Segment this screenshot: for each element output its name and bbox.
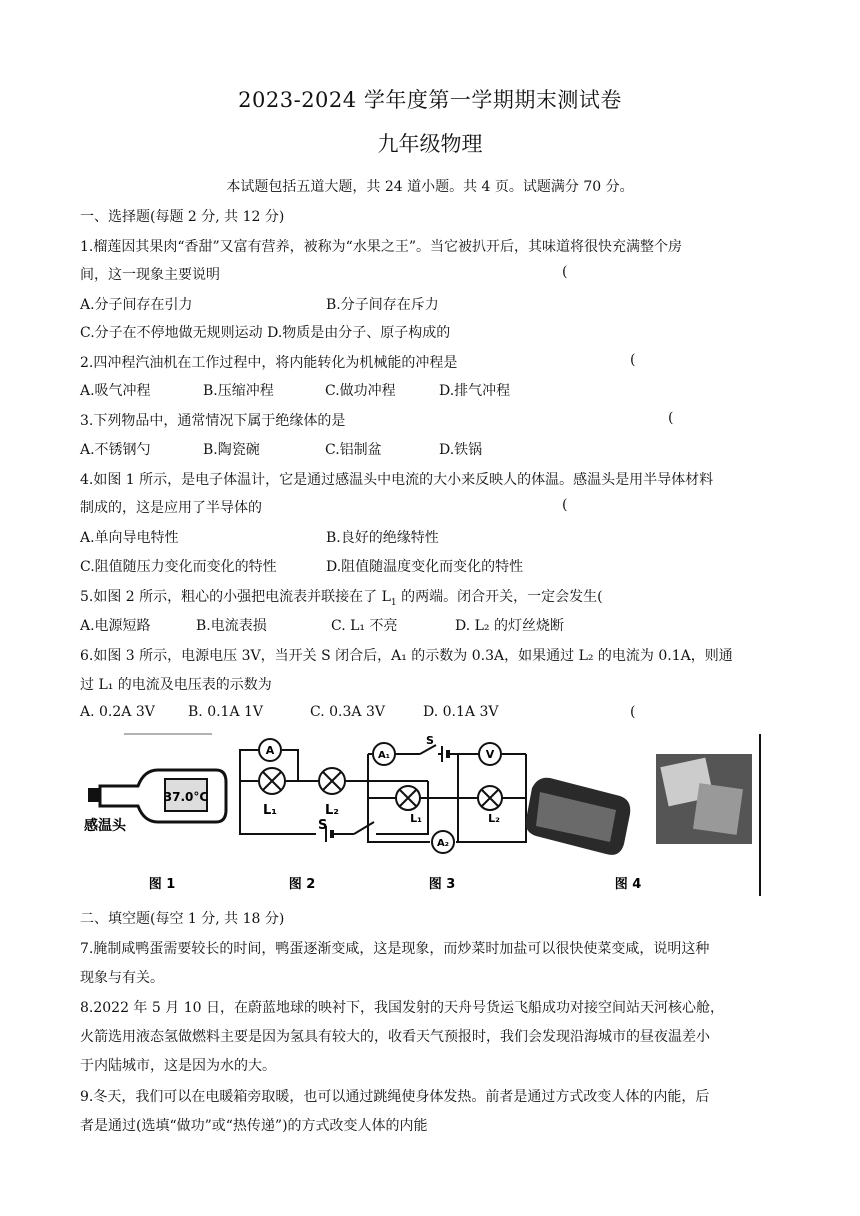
question-text: 现象与有关。 [80, 970, 164, 986]
question-text: 2.四冲程汽油机在工作过程中，将内能转化为机械能的冲程是 [80, 355, 458, 371]
question-text: 3.下列物品中，通常情况下属于绝缘体的是 [80, 413, 346, 429]
figure-caption: 图 3 [428, 877, 456, 892]
option-a: A. 0.2A 3V [80, 704, 155, 720]
option-a: A.电源短路 [80, 618, 151, 634]
lamp-label: L₁ [410, 812, 422, 825]
option-a: A.吸气冲程 [80, 383, 151, 399]
figure-caption: 图 2 [288, 877, 316, 892]
question-text: 制成的，这是应用了半导体的 [80, 500, 262, 516]
question-text: 过 L₁ 的电流及电压表的示数为 [80, 677, 272, 693]
switch-label: S [318, 818, 328, 833]
option-b: B.电流表损 [196, 618, 267, 634]
option-a: A.分子间存在引力 [80, 297, 193, 313]
answer-paren: ( [562, 264, 568, 280]
thermometer-figure [84, 734, 226, 892]
answer-paren: ( [630, 704, 636, 720]
option-d: D.铁锅 [439, 442, 483, 458]
lamp-label: L₂ [325, 803, 339, 818]
question-text: 8.2022 年 5 月 10 日，在蔚蓝地球的映衬下，我国发射的天舟号货运飞船成功对接空间站天河核心舱， [80, 1000, 724, 1016]
option-a: A.不锈钢勺 [80, 442, 151, 458]
subscript: 1 [390, 597, 397, 608]
answer-paren: ( [668, 410, 674, 426]
phone-photo [526, 734, 760, 896]
figure-caption: 图 4 [614, 877, 642, 892]
thermometer-display: 37.0°C [163, 790, 209, 804]
ammeter-symbol: A₂ [436, 838, 450, 849]
option-d: D. 0.1A 3V [423, 704, 499, 720]
option-b: B.分子间存在斥力 [326, 297, 439, 313]
figure-caption: 图 1 [148, 877, 176, 892]
question-text: 于内陆城市，这是因为水的大。 [80, 1058, 276, 1074]
question-text: 9.冬天，我们可以在电暖箱旁取暖，也可以通过跳绳使身体发热。前者是通过方式改变人体的内能，后 [80, 1089, 710, 1105]
option-cd: C.分子在不停地做无规则运动 D.物质是由分子、原子构成的 [80, 325, 451, 341]
option-d: D. L₂ 的灯丝烧断 [455, 618, 564, 634]
option-b: B. 0.1A 1V [188, 704, 264, 720]
circuit-3-parts [373, 734, 502, 892]
exam-note: 本试题包括五道大题，共 24 道小题。共 4 页。试题满分 70 分。 [226, 179, 634, 195]
option-b: B.陶瓷碗 [203, 442, 260, 458]
voltmeter-symbol: V [485, 748, 495, 761]
option-c: C. 0.3A 3V [310, 704, 385, 720]
ammeter-symbol: A₁ [377, 750, 391, 761]
option-c: C. L₁ 不亮 [331, 618, 398, 634]
sensor-label: 感温头 [84, 818, 126, 834]
option-c: C.铝制盆 [325, 442, 382, 458]
ammeter-symbol: A [265, 744, 275, 757]
question-text: 1.榴莲因其果肉“香甜”又富有营养，被称为“水果之王”。当它被扒开后，其味道将很快充满整个房 [80, 239, 682, 255]
lamp-label: L₂ [488, 812, 500, 825]
option-b: B.压缩冲程 [203, 383, 274, 399]
section-heading: 二、填空题(每空 1 分, 共 18 分) [80, 911, 285, 927]
question-text: 者是通过(选填“做功”或“热传递”)的方式改变人体的内能 [80, 1118, 428, 1134]
circuit-2-parts [259, 739, 345, 892]
exam-title: 2023-2024 学年度第一学期期末测试卷 [238, 88, 622, 112]
switch-label: S [426, 734, 434, 747]
question-text [80, 586, 603, 608]
answer-paren: ( [630, 352, 636, 368]
option-c: C.阻值随压力变化而变化的特性 [80, 559, 277, 575]
question-text: 火箭选用液态氢做燃料主要是因为氢具有较大的，收看天气预报时，我们会发现沿海城市的昼夜温差小 [80, 1029, 710, 1045]
question-text: 6.如图 3 所示，电源电压 3V，当开关 S 闭合后，A₁ 的示数为 0.3A，如果通过 L₂ 的电流为 0.1A，则通 [80, 648, 733, 664]
section-heading: 一、选择题(每题 2 分, 共 12 分) [80, 209, 285, 225]
question-text: 间，这一现象主要说明 [80, 267, 220, 283]
option-b: B.良好的绝缘特性 [326, 530, 439, 546]
question-text: 7.腌制咸鸭蛋需要较长的时间，鸭蛋逐渐变咸，这是现象，而炒菜时加盐可以很快使菜变咸，说明这种 [80, 941, 710, 957]
question-text-part: 5.如图 2 所示，粗心的小强把电流表并联接在了 L [80, 589, 391, 605]
option-d: D.排气冲程 [439, 383, 511, 399]
question-text-part: 的两端。闭合开关，一定会发生( [396, 589, 603, 605]
answer-paren: ( [562, 497, 568, 513]
option-a: A.单向导电特性 [80, 530, 179, 546]
lamp-label: L₁ [263, 803, 277, 818]
figures-strip [80, 726, 780, 898]
exam-subtitle: 九年级物理 [377, 132, 483, 156]
option-d: D.阻值随温度变化而变化的特性 [326, 559, 524, 575]
question-text: 4.如图 1 所示，是电子体温计，它是通过感温头中电流的大小来反映人的体温。感温头是用半导体材料 [80, 472, 714, 488]
option-c: C.做功冲程 [325, 383, 396, 399]
